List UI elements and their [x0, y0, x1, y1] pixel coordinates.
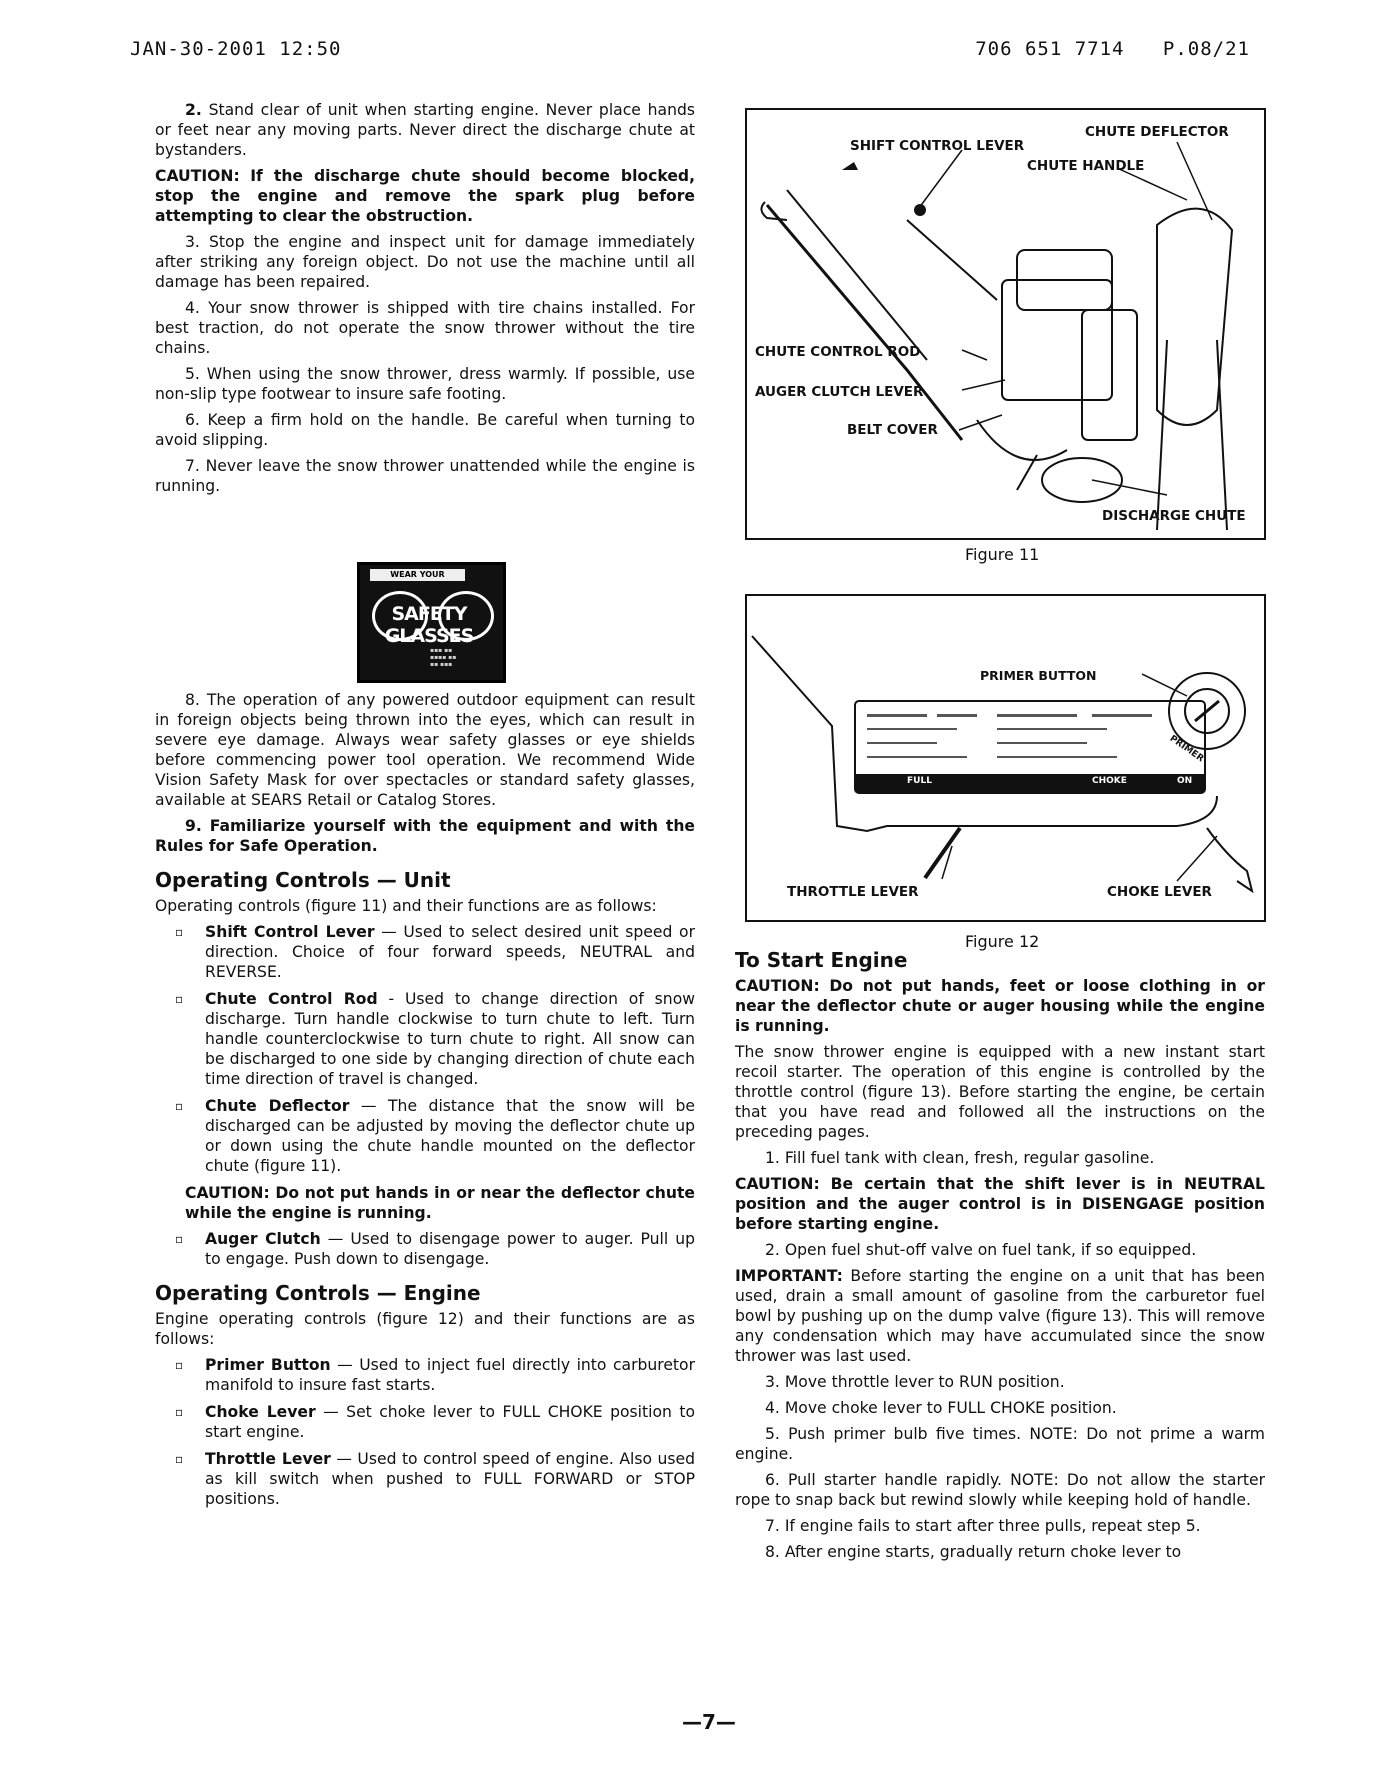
fax-header [130, 38, 1250, 68]
step-4: 4. Move choke lever to FULL CHOKE position. [765, 1399, 1117, 1417]
step-1: 1. Fill fuel tank with clean, fresh, regular gasoline. [765, 1149, 1155, 1167]
list-item: ▫ Chute Deflector — The distance that the snow will be discharged can be adjusted by moving the deflector chute up or down using the chute handle mounted on the deflector chute (figure 11). [175, 1097, 695, 1175]
rule-2: 2. Stand clear of unit when starting engine. Never place hands or feet near any moving parts. Never direct the discharge chute at bystanders. [155, 101, 695, 159]
step-7: 7. If engine fails to start after three pulls, repeat step 5. [765, 1517, 1201, 1535]
bullet-icon: ▫ [175, 1099, 184, 1113]
list-item: ▫ Shift Control Lever — Used to select desired unit speed or direction. Choice of four forward speeds, NEUTRAL and REVERSE. [175, 923, 695, 981]
engine-controls-list [155, 1355, 695, 1509]
unit-controls-list [155, 922, 695, 1176]
figure-12 [745, 594, 1266, 922]
label-full: FULL [907, 776, 932, 786]
fax-right [949, 38, 1250, 60]
start-caution-a: CAUTION: Do not put hands, feet or loose clothing in or near the deflector chute or auger housing while the engine is running. [735, 977, 1265, 1035]
safety-decal-word: SAFETY GLASSES [384, 603, 474, 647]
label-auger-clutch-lever: AUGER CLUTCH LEVER [755, 384, 924, 400]
list-item: ▫ Primer Button — Used to inject fuel directly into carburetor manifold to insure fast starts. [175, 1356, 696, 1394]
bullet-icon: ▫ [175, 1452, 184, 1466]
rule-8: 8. The operation of any powered outdoor equipment can result in foreign objects being thrown into the eyes, which can result in severe eye damage. Always wear safety glasses or eye shields before commencing power tool operation. We recommend Wide Vision Safety Mask for over spectacles or standard safety glasses, available at SEARS Retail or Catalog Stores. [155, 691, 695, 809]
engine-control-panel-illustration [747, 596, 1264, 920]
engine-controls-intro: Engine operating controls (figure 12) and their functions are as follows: [155, 1310, 695, 1348]
start-caution-b: CAUTION: Be certain that the shift lever is in NEUTRAL position and the auger control is in DISENGAGE position before starting engine. [735, 1175, 1265, 1233]
rule-5: 5. When using the snow thrower, dress warmly. If possible, use non-slip type footwear to insure safe footing. [155, 365, 695, 403]
figure-11-caption: Figure 11 [965, 545, 1040, 564]
heading-unit-controls: Operating Controls — Unit [155, 868, 451, 892]
rule-6: 6. Keep a firm hold on the handle. Be careful when turning to avoid slipping. [155, 411, 695, 449]
right-column [735, 950, 1265, 1568]
step-5: 5. Push primer bulb five times. NOTE: Do not prime a warm engine. [735, 1425, 1265, 1463]
list-item: ▫ Throttle Lever — Used to control speed of engine. Also used as kill switch when pushed to FULL FORWARD or STOP positions. [175, 1450, 695, 1508]
label-chute-handle: CHUTE HANDLE [1027, 158, 1145, 174]
rule-3: 3. Stop the engine and inspect unit for damage immediately after striking any foreign object. Do not use the machine until all damage has been repaired. [155, 233, 695, 291]
unit-controls-intro: Operating controls (figure 11) and their functions are as follows: [155, 897, 657, 915]
start-intro: The snow thrower engine is equipped with a new instant start recoil starter. The operation of this engine is controlled by the throttle control (figure 13). Before starting the engine, be certain that you have read and followed all the instructions on the preceding pages. [735, 1043, 1265, 1141]
step-6: 6. Pull starter handle rapidly. NOTE: Do not allow the starter rope to snap back but rewind slowly while keeping hold of handle. [735, 1471, 1265, 1509]
label-shift-control-lever: SHIFT CONTROL LEVER [850, 138, 1025, 154]
snow-thrower-illustration [747, 110, 1264, 538]
label-chute-deflector: CHUTE DEFLECTOR [1085, 124, 1229, 140]
unit-controls-list-2 [155, 1229, 695, 1269]
bullet-icon: ▫ [175, 925, 184, 939]
heading-engine-controls: Operating Controls — Engine [155, 1281, 481, 1305]
bullet-icon: ▫ [175, 1358, 184, 1372]
list-item: ▫ Choke Lever — Set choke lever to FULL CHOKE position to start engine. [175, 1403, 695, 1441]
label-choke-small: CHOKE [1092, 776, 1127, 786]
label-primer-button: PRIMER BUTTON [980, 668, 1097, 683]
label-throttle-lever: THROTTLE LEVER [787, 884, 919, 900]
label-on: ON [1177, 776, 1193, 786]
decal-fine-print-icon: ▪▪▪ ▪▪ ▪▪▪▪ ▪▪ ▪▪ ▪▪▪ [430, 647, 457, 668]
step-8: 8. After engine starts, gradually return choke lever to [765, 1543, 1182, 1561]
page-number: —7— [682, 1710, 736, 1734]
safety-glasses-decal [357, 562, 506, 683]
label-discharge-chute: DISCHARGE CHUTE [1102, 508, 1246, 524]
list-item: ▫ Chute Control Rod - Used to change direction of snow discharge. Turn handle clockwise to turn chute to left. Turn handle counterclockwise to turn chute to right. All snow can be discharged to one side by changing direction of chute each time direction of travel is changed. [175, 990, 695, 1088]
left-column-bottom [155, 690, 695, 1516]
label-choke-lever: CHOKE LEVER [1107, 884, 1212, 900]
rule-9: 9. Familiarize yourself with the equipment and with the Rules for Safe Operation. [155, 817, 695, 855]
left-column-top [155, 100, 695, 502]
label-belt-cover: BELT COVER [847, 422, 938, 438]
list-item: ▫ Auger Clutch — Used to disengage power to auger. Pull up to engage. Push down to disengage. [175, 1230, 695, 1268]
figure-12-caption: Figure 12 [965, 932, 1040, 951]
label-primer-small: PRIMER [1167, 733, 1206, 765]
deflector-caution: CAUTION: Do not put hands in or near the deflector chute while the engine is running. [185, 1184, 695, 1222]
bullet-icon: ▫ [175, 1405, 184, 1419]
caution-1: CAUTION: If the discharge chute should become blocked, stop the engine and remove the spark plug before attempting to clear the obstruction. [155, 167, 695, 225]
heading-start-engine: To Start Engine [735, 948, 908, 972]
rule-7: 7. Never leave the snow thrower unattended while the engine is running. [155, 457, 695, 495]
fax-phone: 706 651 7714 [975, 38, 1125, 60]
safety-decal-top-text: WEAR YOUR [370, 569, 465, 581]
fax-date-time: JAN-30-2001 12:50 [130, 38, 342, 60]
bullet-icon: ▫ [175, 992, 184, 1006]
rule-4: 4. Your snow thrower is shipped with tire chains installed. For best traction, do not operate the snow thrower without the tire chains. [155, 299, 695, 357]
label-chute-control-rod: CHUTE CONTROL ROD [755, 344, 921, 360]
step-2: 2. Open fuel shut-off valve on fuel tank, if so equipped. [765, 1241, 1197, 1259]
bullet-icon: ▫ [175, 1232, 184, 1246]
fax-page: P.08/21 [1162, 38, 1250, 60]
step-3: 3. Move throttle lever to RUN position. [765, 1373, 1065, 1391]
important-note: IMPORTANT: Before starting the engine on a unit that has been used, drain a small amount of gasoline from the carburetor fuel bowl by pushing up on the dump valve (figure 13). This will remove any condensation which may have accumulated since the snow thrower was last used. [735, 1267, 1265, 1365]
figure-11 [745, 108, 1266, 540]
